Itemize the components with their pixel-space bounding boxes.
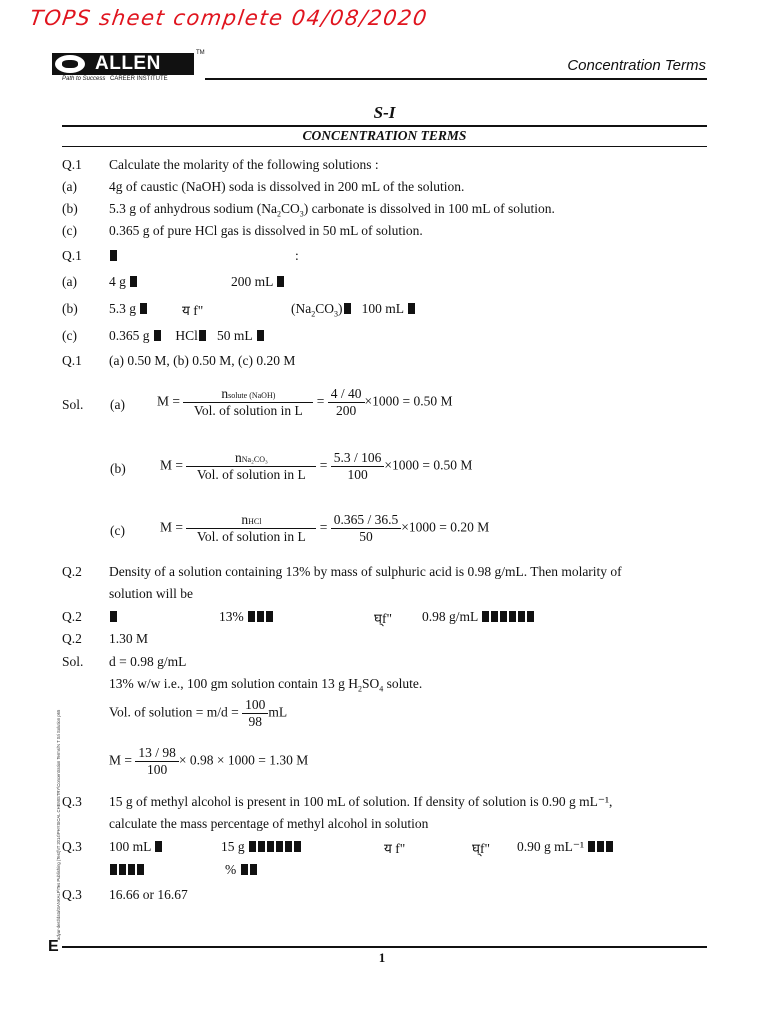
q1c-label: (c) [62, 223, 77, 238]
q2-sol-row [62, 654, 186, 670]
q1c-hindi-label: (c) [62, 328, 77, 343]
q2-label: Q.2 [62, 564, 82, 579]
q2-answer-row [62, 631, 148, 647]
q1-answer-row [62, 353, 295, 369]
logo-tm: TM [196, 50, 205, 56]
q1-hindi-row [62, 248, 299, 264]
section-label: S-I [373, 103, 396, 122]
q1-answer-text: (a) 0.50 M, (b) 0.50 M, (c) 0.20 M [109, 353, 296, 368]
header-rule [205, 78, 707, 80]
q1a-row [62, 179, 464, 195]
glyph-box-icon [257, 330, 264, 341]
header-title: Concentration Terms [567, 57, 706, 74]
q1-label: Q.1 [62, 157, 82, 172]
footer-rule [62, 946, 707, 948]
logo-subtitle: CAREER INSTITUTE [110, 76, 168, 82]
q3-row [62, 794, 612, 810]
q2-answer: 1.30 M [109, 631, 149, 646]
q1c-hindi-row [62, 328, 265, 344]
q2-hindi-p2: घ्f" [374, 611, 392, 626]
sol1b-label: (b) [110, 461, 126, 476]
logo-name: ALLEN [95, 53, 161, 74]
q3-label: Q.3 [62, 794, 82, 809]
q3-hindi-p6: % [225, 862, 237, 877]
side-file-path: adyar-dest\data\SANKALP\Tes Publishing (Test)\IT 2014\PHYSICAL CHEMISTRY\Concentration Terms\N T Sri Solution p65 [56, 709, 61, 940]
sol1c-equation: M = $\frac{\text{nHCl}}{\text{Vol. of solution in L}}$ = $\frac{0.365 / 36.5}{50}$ ×1000 = 0.20 M [160, 512, 490, 544]
q1-hindi-colon: : [295, 248, 299, 263]
section-rule-bottom [62, 146, 707, 147]
q1-row [62, 157, 379, 173]
glyph-box-icon [110, 250, 117, 261]
q1b-hindi-label: (b) [62, 301, 78, 316]
q1a-hindi-label: (a) [62, 274, 77, 289]
glyph-box-icon [130, 276, 137, 287]
allen-logo [52, 53, 194, 75]
q1-answer-label: Q.1 [62, 353, 82, 368]
q2-volume-equation: Vol. of solution = m/d = $\frac{100}{98}$ mL [109, 697, 288, 729]
q1a-hindi-p1: 4 g [109, 274, 126, 289]
q1c-hindi-p1: 0.365 g [109, 328, 150, 343]
q3-hindi-label: Q.3 [62, 839, 82, 854]
q1a-hindi-p2: 200 mL [231, 274, 273, 289]
q1c-text: 0.365 g of pure HCl gas is dissolved in 50 mL of solution. [109, 223, 423, 238]
glyph-box-icon [277, 276, 284, 287]
q1a-hindi-p2-wrap [231, 274, 285, 290]
glyph-box-icon [199, 330, 206, 341]
q1b-hindi-row [62, 301, 404, 319]
q2-row [62, 564, 622, 580]
q3-answer: 16.66 or 16.67 [109, 887, 188, 902]
q3-hindi-row [62, 839, 585, 856]
q2-hindi-p3: 0.98 g/mL [422, 609, 478, 624]
q1b-hindi-p2: य f" [182, 303, 204, 318]
q1b-row [62, 201, 555, 219]
page-number: 1 [378, 950, 386, 965]
sol1a-label: (a) [110, 397, 125, 412]
q2-sol-label: Sol. [62, 654, 84, 669]
q2-answer-label: Q.2 [62, 631, 82, 646]
q3-hindi-row-2 [109, 862, 237, 878]
section-heading: CONCENTRATION TERMS [302, 128, 467, 143]
q3-answer-row [62, 887, 188, 903]
q1a-hindi-row [62, 274, 273, 290]
q1b-hindi-formula: $(Na_2CO_3)$ 100 mL [291, 301, 416, 319]
q2-hindi-row [62, 609, 478, 626]
q3-hindi-p4: घ्f" [472, 841, 490, 856]
q2-hindi-label: Q.2 [62, 609, 82, 624]
sol1-label: Sol. [62, 397, 84, 412]
q1c-row [62, 223, 423, 239]
q1-hindi-label: Q.1 [62, 248, 82, 263]
logo-emblem-icon [55, 55, 85, 73]
q1c-hindi-p3: 50 mL [217, 328, 253, 343]
q2-sol-2: 13% w/w i.e., 100 gm solution contain 13 g $H_2SO_4$ solute. [109, 676, 423, 694]
q3-text-1: 15 g of methyl alcohol is present in 100 mL of solution. If density of solution is 0.90 g mL⁻¹, [109, 794, 613, 809]
q2-hindi-p1: 13% [219, 609, 244, 624]
q1b-label: (b) [62, 201, 78, 216]
q3-text-2: calculate the mass percentage of methyl alcohol in solution [109, 816, 429, 831]
glyph-box-icon [408, 303, 415, 314]
q2-text-2: solution will be [109, 586, 193, 601]
q3-hindi-p2: 15 g [221, 839, 245, 854]
q1-text: Calculate the molarity of the following solutions : [109, 157, 379, 172]
q3-hindi-p5: 0.90 g mL⁻¹ [517, 839, 585, 854]
q1c-hindi-p2: HCl [175, 328, 198, 343]
q3-answer-label: Q.3 [62, 887, 82, 902]
glyph-box-icon [154, 330, 161, 341]
glyph-box-icon [140, 303, 147, 314]
sol1c-label: (c) [110, 523, 125, 538]
handwritten-annotation: TOPS sheet complete 04/08/2020 [28, 6, 430, 30]
footer-edge-letter: E [48, 938, 59, 955]
q3-hindi-p1: 100 mL [109, 839, 151, 854]
logo-tagline: Path to Success [62, 76, 106, 82]
glyph-box-icon [344, 303, 351, 314]
q2-sol-1: d = 0.98 g/mL [109, 654, 187, 669]
glyph-box-icon [110, 611, 117, 622]
q2-molarity-equation: M = $\frac{13 / 98}{100}$ × 0.98 × 1000 = 1.30 M [109, 745, 309, 777]
sol1a-equation: M = $\frac{\text{nsolute (NaOH)}}{\text{Vol. of solution in L}}$ = $\frac{4 / 40}{200}$ ×1000 = 0.50 M [157, 386, 453, 418]
q1b-hindi-p1: 5.3 g [109, 301, 136, 316]
q2-text-1: Density of a solution containing 13% by mass of sulphuric acid is 0.98 g/mL. Then molarity of [109, 564, 622, 579]
q1a-label: (a) [62, 179, 77, 194]
sol1b-equation: M = $\frac{\text{nNa₂CO₃}}{\text{Vol. of solution in L}}$ = $\frac{5.3 / 106}{100}$ ×1000 = 0.50 M [160, 450, 473, 482]
q1b-text: 5.3 g of anhydrous sodium $(Na_2CO_3)$ carbonate is dissolved in 100 mL of solution. [109, 201, 555, 219]
q1a-text: 4g of caustic (NaOH) soda is dissolved in 200 mL of the solution. [109, 179, 465, 194]
section-rule-top [62, 125, 707, 127]
q3-hindi-p3: य f" [384, 841, 406, 856]
